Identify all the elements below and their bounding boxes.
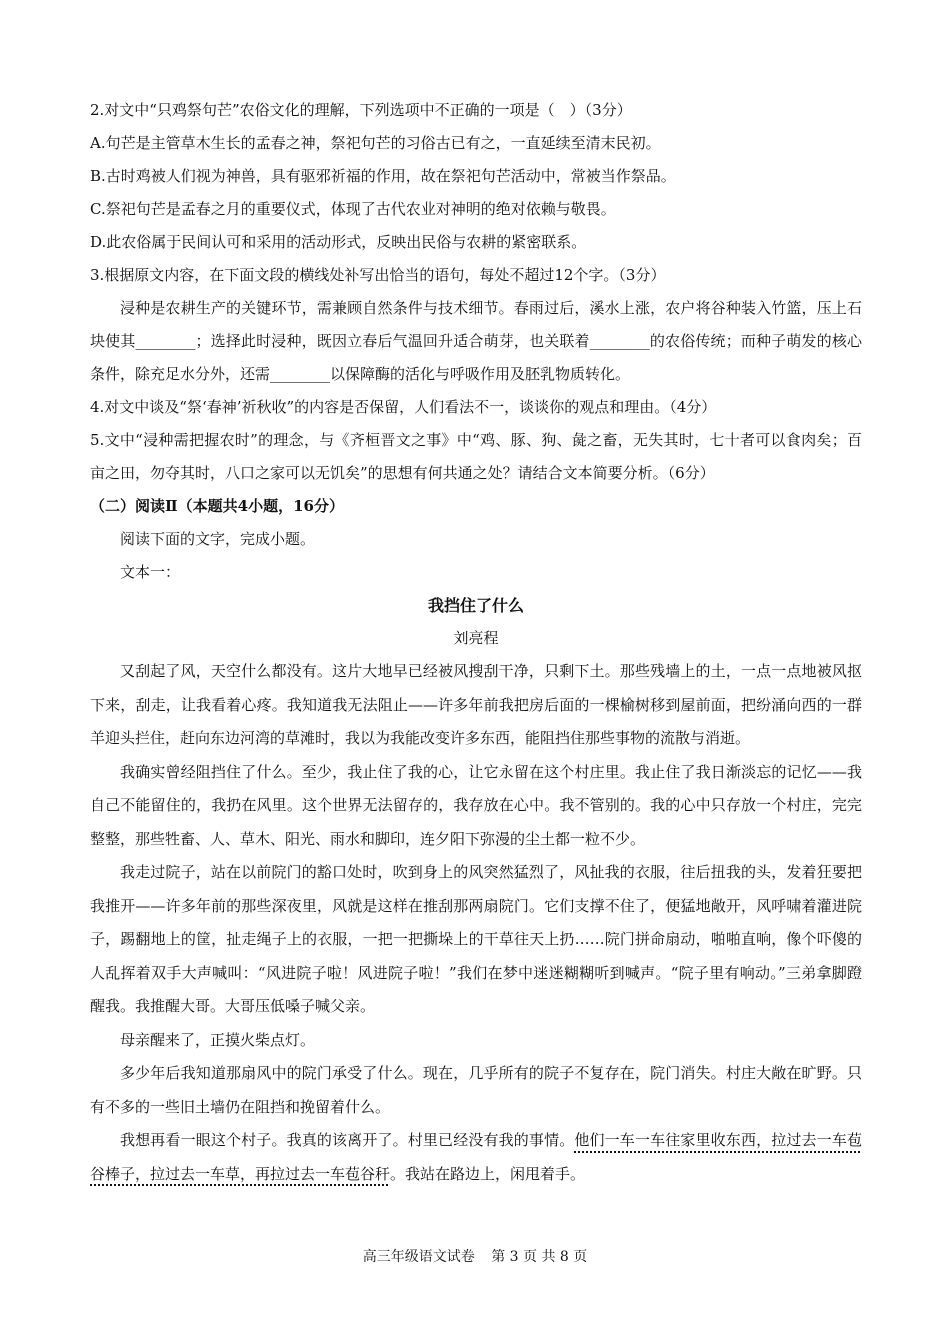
exam-name: 高三年级语文试卷 [362,1249,475,1265]
page-number: 第 3 页 共 8 页 [491,1249,588,1265]
question-2-option-a: A.句芒是主管草木生长的孟春之神，祭祀句芒的习俗古已有之，一直延续至清末民初。 [90,134,661,152]
article-body [90,655,862,1191]
dotted-emphasis-text: 他们一车一车往家里收东西，拉过去一车苞谷棒子，拉过去一车草，再拉过去一车苞谷秆 [90,1131,862,1183]
question-2-stem: 2.对文中“只鸡祭句芒”农俗文化的理解，下列选项中不正确的一项是（ ）（3分） [90,101,632,119]
article-paragraph: 多少年后我知道那扇风中的院门承受了什么。现在，几乎所有的院子不复存在，院门消失。村庄大敞在旷野。只有不多的一些旧土墙仍在阻挡和挽留着什么。 [90,1064,862,1116]
question-4-stem: 4.对文中谈及“祭‘春神’祈秋收”的内容是否保留，人们看法不一，谈谈你的观点和理由。（4分） [90,398,717,416]
article-paragraph: 又刮起了风，天空什么都没有。这片大地早已经被风搜刮干净，只剩下土。那些残墙上的土，一点一点地被风抠下来，刮走，让我看着心疼。我知道我无法阻止——许多年前我把房后面的一棵榆树移到屋前面，把纷涌向西的一群羊迎头拦住，赶向东边河湾的草滩时，我以为我能改变许多东西，能阻挡住那些事物的流散与消逝。 [90,662,862,747]
section-2-instruction: 阅读下面的文字，完成小题。 [120,530,316,548]
article-title: 我挡住了什么 [427,596,524,615]
page-content [90,94,862,1191]
question-2-option-c: C.祭祀句芒是孟春之月的重要仪式，体现了古代农业对神明的绝对依赖与敬畏。 [90,200,616,218]
last-paragraph-tail: 。我站在路边上，闲甩着手。 [390,1164,586,1183]
article-paragraph: 母亲醒来了，正摸火柴点灯。 [120,1030,316,1049]
text-one-label: 文本一： [120,563,181,581]
question-2-option-d: D.此农俗属于民间认可和采用的活动形式，反映出民俗与农耕的紧密联系。 [90,233,587,251]
section-2-heading: （二）阅读Ⅱ（本题共4小题，16分） [90,497,344,515]
question-3-stem: 3.根据原文内容，在下面文段的横线处补写出恰当的语句，每处不超过12个字。（3分） [90,266,666,284]
question-3-passage: 浸种是农耕生产的关键环节，需兼顾自然条件与技术细节。春雨过后，溪水上涨，农户将谷种装入竹篮，压上石块使其________；选择此时浸种，既因立春后气温回升适合萌芽，也关联着________的农俗传统；而种子萌发的核心条件，除充足水分外，还需________以保障酶的活化与呼吸作用及胚乳物质转化。 [90,299,862,383]
last-paragraph-plain: 我想再看一眼这个村子。我真的该离开了。村里已经没有我的事情。 [120,1131,575,1149]
question-2-option-b: B.古时鸡被人们视为神兽，具有驱邪祈福的作用，故在祭祀句芒活动中，常被当作祭品。 [90,167,676,185]
article-author: 刘亮程 [453,629,499,647]
question-5-stem: 5.文中“浸种需把握农时”的理念，与《齐桓晋文之事》中“鸡、豚、狗、彘之畜，无失其时，七十者可以食肉矣；百亩之田，勿夺其时，八口之家可以无饥矣”的思想有何共通之处？请结合文本简要分析。（6分） [90,431,862,482]
article-last-paragraph [90,1124,862,1191]
article-paragraph: 我走过院子，站在以前院门的豁口处时，吹到身上的风突然猛烈了，风扯我的衣服，往后扭我的头，发着狂要把我推开——许多年前的那些深夜里，风就是这样在推刮那两扇院门。它们支撑不住了，便猛地敞开，风呼啸着灌进院子，踢翻地上的筐，扯走绳子上的衣服，一把一把撕垛上的干草往天上扔……院门拼命扇动，啪啪直响，像个吓傻的人乱挥着双手大声喊叫：“风进院子啦！风进院子啦！”我们在梦中迷迷糊糊听到喊声。“院子里有响动。”三弟拿脚蹬醒我。我推醒大哥。大哥压低嗓子喊父亲。 [90,863,862,1015]
page-footer [0,1246,950,1266]
article-paragraph: 我确实曾经阻挡住了什么。至少，我止住了我的心，让它永留在这个村庄里。我止住了我日渐淡忘的记忆——我自己不能留住的，我扔在风里。这个世界无法留存的，我存放在心中。我不管别的。我的心中只存放一个村庄，完完整整，那些牲畜、人、草木、阳光、雨水和脚印，连夕阳下弥漫的尘土都一粒不少。 [90,762,862,848]
